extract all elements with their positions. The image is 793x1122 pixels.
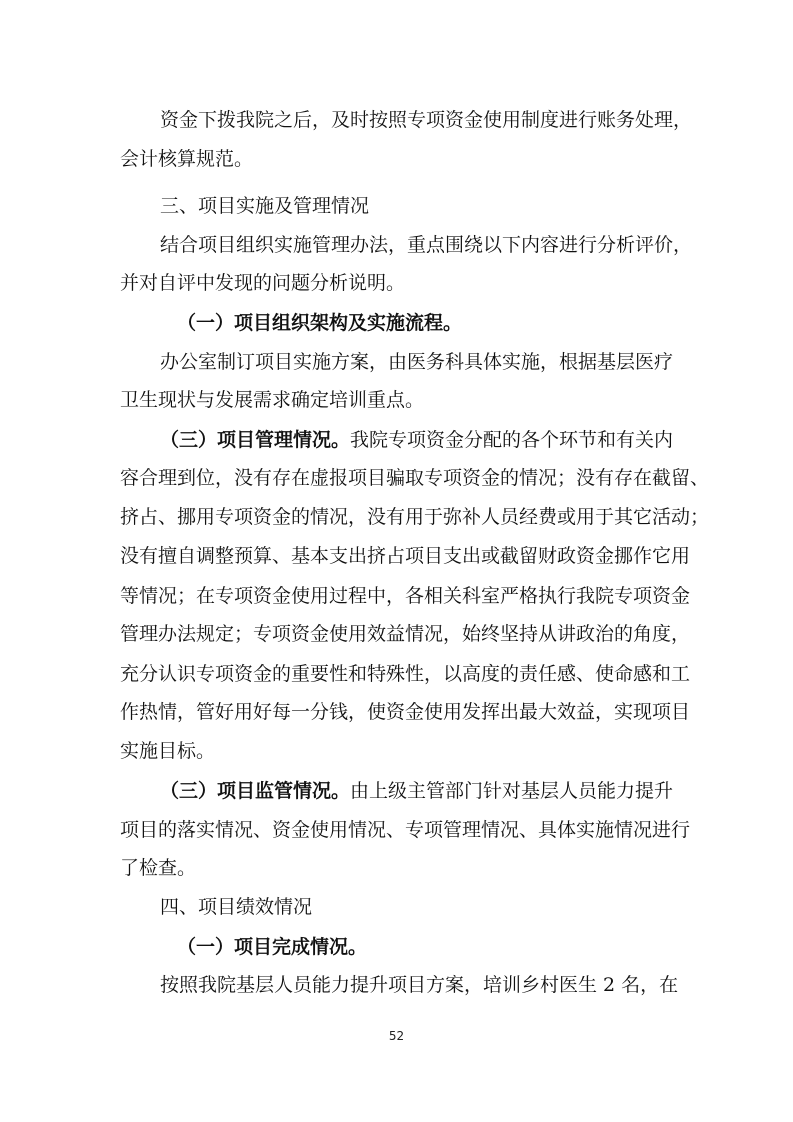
text-line: [160, 428, 673, 452]
text-line: [120, 147, 253, 171]
text-line: [120, 271, 405, 295]
text-line: [120, 622, 690, 646]
body-text: 由上级主管部门针对基层人员能力提升: [350, 780, 674, 802]
body-text: 办公室制订项目实施方案，由医务科具体实施，根据基层医疗: [160, 351, 674, 373]
text-line: [160, 895, 312, 919]
body-text: 了检查。: [120, 857, 197, 879]
bold-heading-text: （一）项目完成情况。: [177, 936, 368, 958]
text-line: [120, 856, 196, 880]
body-text: 按照我院基层人员能力提升项目方案，培训乡村医生 2 名，在: [160, 974, 679, 996]
body-text: 结合项目组织实施管理办法，重点围绕以下内容进行分析评价，: [160, 234, 693, 256]
text-line: [120, 505, 709, 529]
text-line: [160, 779, 673, 803]
text-line: [120, 700, 690, 724]
text-line: [120, 388, 424, 412]
text-line: [120, 584, 690, 608]
text-line: [160, 194, 369, 218]
text-line: [120, 662, 690, 686]
text-line: [120, 544, 690, 568]
body-text: 我院专项资金分配的各个环节和有关内: [350, 429, 674, 451]
bold-heading-text: （一）项目组织架构及实施流程。: [177, 312, 463, 334]
body-text: 卫生现状与发展需求确定培训重点。: [120, 389, 425, 411]
body-text: 作热情，管好用好每一分钱，使资金使用发挥出最大效益，实现项目: [120, 701, 691, 723]
text-line: [120, 818, 690, 842]
body-text: 等情况；在专项资金使用过程中，各相关科室严格执行我院专项资金: [120, 585, 691, 607]
body-text: 三、项目实施及管理情况: [160, 195, 370, 217]
body-text: 实施目标。: [120, 740, 216, 762]
text-line: [120, 466, 709, 490]
text-line: [160, 973, 678, 997]
body-text: 会计核算规范。: [120, 148, 254, 170]
text-line: [120, 739, 215, 763]
body-text: 资金下拨我院之后，及时按照专项资金使用制度进行账务处理，: [160, 109, 693, 131]
body-text: 项目的落实情况、资金使用情况、专项管理情况、具体实施情况进行: [120, 819, 691, 841]
text-line: [160, 350, 673, 374]
body-text: 挤占、挪用专项资金的情况，没有用于弥补人员经费或用于其它活动；: [120, 506, 710, 528]
text-line: [160, 233, 692, 257]
bold-heading-text: （三）项目管理情况。: [160, 429, 351, 451]
text-line: [177, 935, 367, 959]
body-text: 管理办法规定；专项资金使用效益情况，始终坚持从讲政治的角度，: [120, 623, 691, 645]
text-line: [160, 108, 692, 132]
body-text: 四、项目绩效情况: [160, 896, 313, 918]
text-line: [177, 311, 462, 335]
body-text: 没有擅自调整预算、基本支出挤占项目支出或截留财政资金挪作它用: [120, 545, 691, 567]
body-text: 充分认识专项资金的重要性和特殊性，以高度的责任感、使命感和工: [120, 663, 691, 685]
body-text: 并对自评中发现的问题分析说明。: [120, 272, 406, 294]
page-number: 52: [388, 1029, 405, 1043]
bold-heading-text: （三）项目监管情况。: [160, 780, 351, 802]
body-text: 容合理到位，没有存在虚报项目骗取专项资金的情况；没有存在截留、: [120, 467, 710, 489]
